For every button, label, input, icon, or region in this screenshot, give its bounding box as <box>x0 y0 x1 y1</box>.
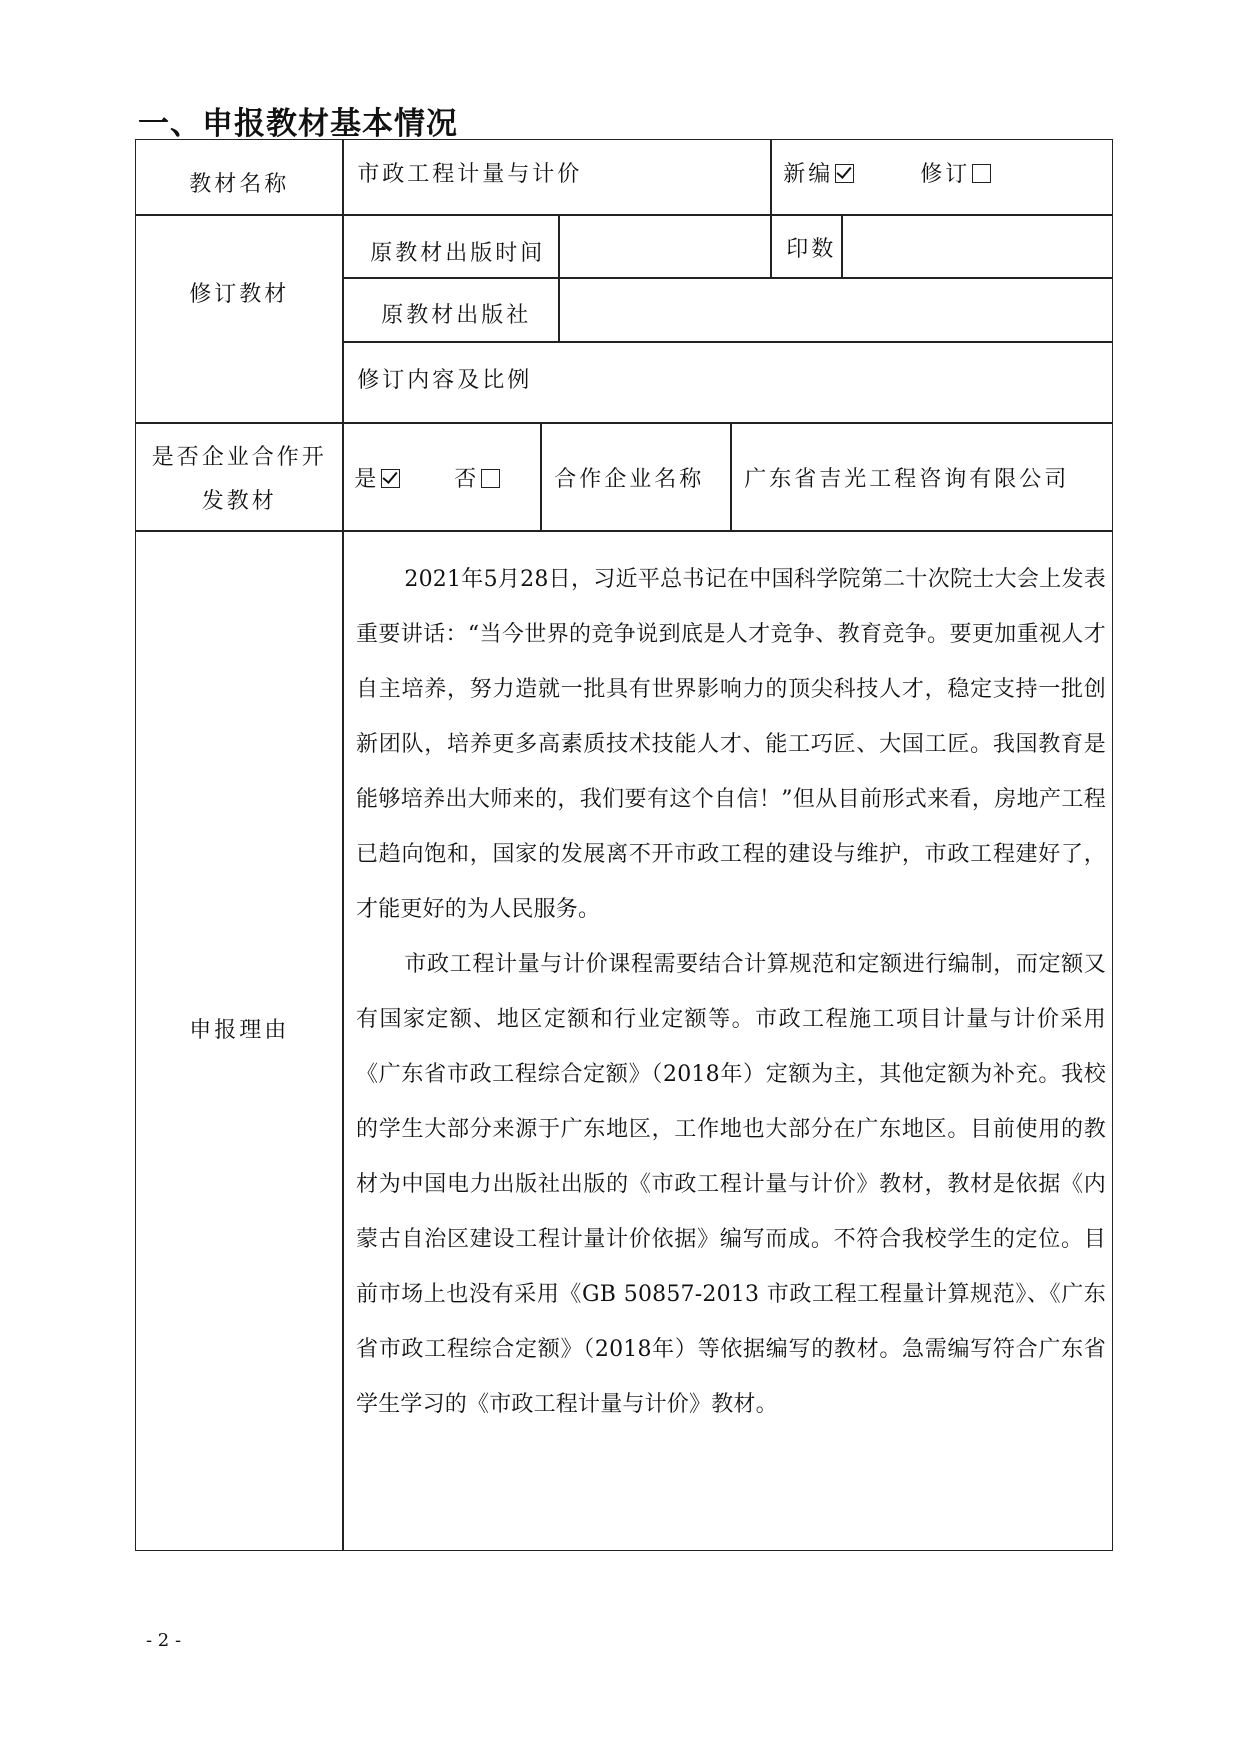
revision-checkbox[interactable] <box>972 164 991 183</box>
orig-time-label-cell <box>343 215 559 278</box>
revision-content-label: 修订内容及比例 <box>357 368 533 394</box>
revision-row-label: 修订教材 <box>189 282 290 308</box>
coop-yes-option[interactable] <box>354 469 400 491</box>
revision-content-cell[interactable] <box>343 342 1113 423</box>
reason-paragraph-1: 2021年5月28日，习近平总书记在中国科学院第二十次院士大会上发表重要讲话：“当今世界的竞争说到底是人才竞争、教育竞争。要更加重视人才自主培养，努力造就一批具有世界影响力的顶尖科技人才，稳定支持一批创新团队，培养更多高素质技术技能人才、能工巧匠、大国工匠。我国教育是能够培养出大师来的，我们要有这个自信！”但从目前形式来看，房地产工程已趋向饱和，国家的发展离不开市政工程的建设与维护，市政工程建好了，才能更好的为人民服务。 <box>356 567 1106 922</box>
name-value-cell <box>343 139 771 215</box>
page-number: - 2 - <box>146 1630 182 1651</box>
revision-option[interactable] <box>920 164 991 186</box>
coop-choice-cell <box>343 423 541 531</box>
reason-label-cell <box>135 531 343 1551</box>
orig-pub-label-cell <box>343 278 559 342</box>
coop-no-label: 否 <box>454 467 480 493</box>
name-label: 教材名称 <box>189 172 290 198</box>
new-edition-label: 新编 <box>783 162 834 188</box>
reason-label: 申报理由 <box>189 1018 290 1044</box>
company-label: 合作企业名称 <box>554 467 705 493</box>
type-cell <box>771 139 1113 215</box>
new-edition-option[interactable] <box>783 164 854 186</box>
company-label-cell <box>541 423 731 531</box>
reason-paragraph-2: 市政工程计量与计价课程需要结合计算规范和定额进行编制，而定额又有国家定额、地区定额和行业定额等。市政工程施工项目计量与计价采用《广东省市政工程综合定额》（2018年）定额为主，其他定额为补充。我校的学生大部分来源于广东地区，工作地也大部分在广东地区。目前使用的教材为中国电力出版社出版的《市政工程计量与计价》教材，教材是依据《内蒙古自治区建设工程计量计价依据》编写而成。不符合我校学生的定位。目前市场上也没有采用《GB 50857-2013 市政工程工程量计算规范》、《广东省市政工程综合定额》（2018年）等依据编写的教材。急需编写符合广东省学生学习的《市政工程计量与计价》教材。 <box>356 952 1106 1417</box>
orig-time-label: 原教材出版时间 <box>370 241 546 267</box>
orig-publisher-label: 原教材出版社 <box>381 303 532 329</box>
coop-yes-checkbox[interactable] <box>381 469 400 488</box>
coop-yes-label: 是 <box>354 467 380 493</box>
application-form-table <box>136 140 1114 1552</box>
company-name: 广东省吉光工程咨询有限公司 <box>744 467 1070 493</box>
orig-time-value-cell[interactable] <box>559 215 771 278</box>
coop-no-checkbox[interactable] <box>481 469 500 488</box>
name-label-cell <box>135 139 343 215</box>
new-edition-checkbox[interactable] <box>835 164 854 183</box>
orig-pub-value-cell[interactable] <box>559 278 1113 342</box>
section-title: 一、申报教材基本情况 <box>138 106 458 142</box>
print-value-cell[interactable] <box>842 215 1113 278</box>
coop-label-cell <box>135 423 343 531</box>
reason-text <box>356 552 1106 1432</box>
textbook-name: 市政工程计量与计价 <box>357 162 583 188</box>
print-label-cell <box>771 215 842 278</box>
company-value-cell[interactable] <box>731 423 1113 531</box>
revision-label: 修订 <box>920 162 971 188</box>
coop-no-option[interactable] <box>454 469 500 491</box>
print-count-label: 印数 <box>786 237 837 263</box>
coop-label-line1: 是否企业合作开 <box>151 445 327 471</box>
coop-label-line2: 发教材 <box>201 489 277 515</box>
revision-label-cell <box>135 215 343 423</box>
